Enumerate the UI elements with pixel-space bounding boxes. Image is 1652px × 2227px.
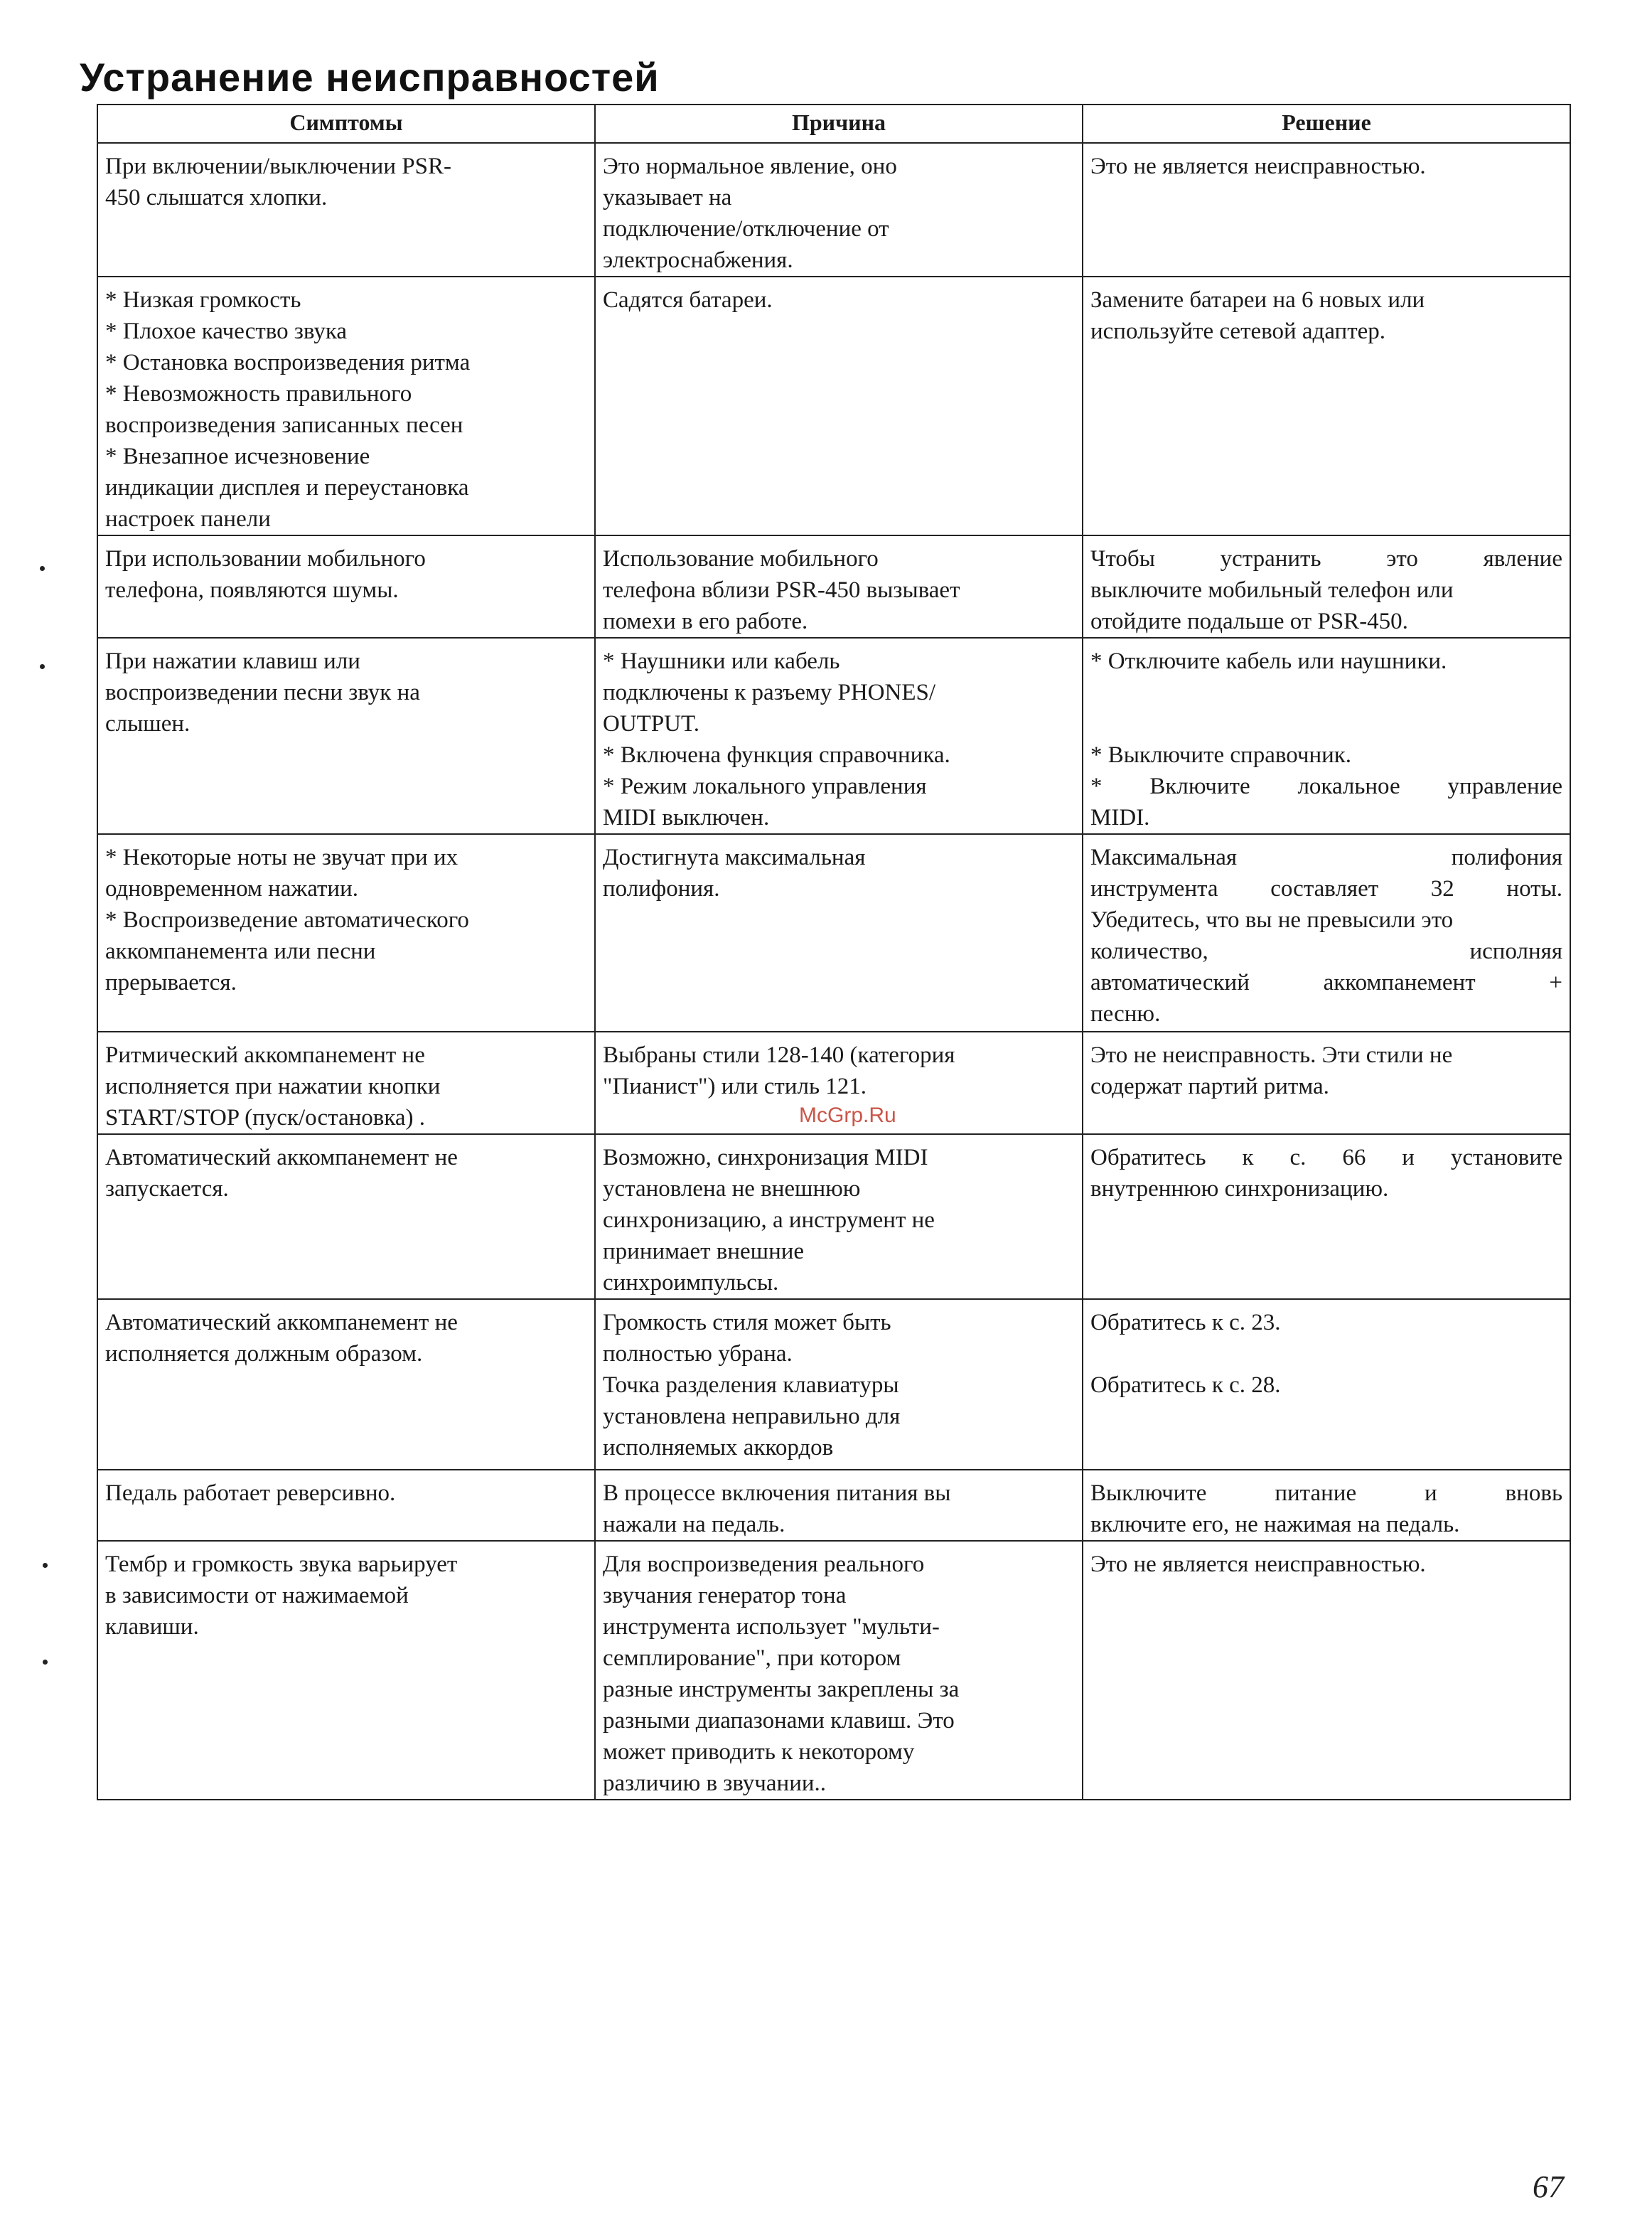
page-number: 67 — [1533, 2169, 1564, 2204]
table-row — [97, 1299, 1570, 1470]
cell-spacer — [1090, 708, 1562, 739]
symptom-cell — [97, 1032, 595, 1134]
cell-text-line: включите его, не нажимая на педаль. — [1090, 1512, 1460, 1537]
cell-text-line: разными диапазонами клавиш. Это — [603, 1708, 955, 1734]
cell-text-line: Убедитесь, что вы не превысили это — [1090, 907, 1454, 933]
cell-text-line: MIDI. — [1090, 805, 1150, 831]
cell-spacer — [1090, 1338, 1562, 1369]
cause-cell — [595, 1541, 1083, 1800]
table-row — [97, 277, 1570, 535]
table-header-row — [97, 105, 1570, 143]
cell-text-line: звучания генератор тона — [603, 1583, 847, 1608]
solution-cell — [1083, 1134, 1570, 1299]
cell-text-line: * Воспроизведение автоматического — [105, 907, 469, 933]
table-row — [97, 638, 1570, 834]
solution-cell — [1083, 834, 1570, 1032]
cell-text-line: Обратитесь к с. 23. — [1090, 1310, 1281, 1335]
cause-cell — [595, 1470, 1083, 1541]
cell-text-line: OUTPUT. — [603, 711, 699, 737]
cell-text-line: настроек панели — [105, 506, 271, 532]
symptom-cell — [97, 277, 595, 535]
cell-text-line: При нажатии клавиш или — [105, 648, 360, 674]
cell-text-line: * Отключите кабель или наушники. — [1090, 648, 1447, 674]
cause-cell — [595, 277, 1083, 535]
cell-text-line: Возможно, синхронизация MIDI — [603, 1145, 928, 1170]
cell-text-line: 450 слышатся хлопки. — [105, 185, 328, 210]
solution-cell — [1083, 277, 1570, 535]
cell-text-line: Для воспроизведения реального — [603, 1552, 925, 1577]
cause-cell — [595, 1134, 1083, 1299]
cell-text-line: в зависимости от нажимаемой — [105, 1583, 409, 1608]
cell-text-line: Выбраны стили 128-140 (категория — [603, 1042, 955, 1068]
cause-cell — [595, 1299, 1083, 1470]
cell-text-line: Достигнута максимальная — [603, 845, 866, 870]
cell-text-line: Автоматический аккомпанемент не — [105, 1310, 458, 1335]
column-header-symptoms: Симптомы — [97, 105, 595, 143]
table-row — [97, 143, 1570, 277]
cell-text-line: полифония. — [603, 876, 720, 902]
cell-text-line: нажали на педаль. — [603, 1512, 785, 1537]
column-header-solution: Решение — [1083, 105, 1570, 143]
symptom-cell — [97, 1541, 595, 1800]
cell-text-line: инструмента составляет 32 ноты. — [1090, 876, 1562, 902]
cell-text-line: отойдите подальше от PSR-450. — [1090, 609, 1408, 634]
cell-text-line: Это не неисправность. Эти стили не — [1090, 1042, 1453, 1068]
cell-text-line: * Включите локальное управление — [1090, 774, 1562, 799]
cell-text-line: * Включена функция справочника. — [603, 742, 950, 768]
cell-text-line: * Невозможность правильного — [105, 381, 412, 407]
symptom-cell — [97, 535, 595, 638]
solution-cell — [1083, 1032, 1570, 1134]
cell-text-line: * Плохое качество звука — [105, 319, 348, 344]
cell-text-line: принимает внешние — [603, 1239, 805, 1264]
cell-text-line: * Наушники или кабель — [603, 648, 840, 674]
table-row — [97, 1470, 1570, 1541]
cell-text-line: полностью убрана. — [603, 1341, 793, 1367]
solution-cell — [1083, 143, 1570, 277]
cell-text-line: * Выключите справочник. — [1090, 742, 1352, 768]
cell-text-line: песню. — [1090, 1001, 1161, 1027]
solution-cell — [1083, 1470, 1570, 1541]
cell-text-line: исполняемых аккордов — [603, 1435, 834, 1460]
troubleshooting-table — [97, 104, 1571, 1800]
cell-text-line: Точка разделения клавиатуры — [603, 1372, 899, 1398]
cell-text-line: прерывается. — [105, 970, 237, 995]
cell-text-line: Использование мобильного — [603, 546, 879, 572]
symptom-cell — [97, 1470, 595, 1541]
cell-text-line: Садятся батареи. — [603, 287, 773, 313]
cell-text-line: В процессе включения питания вы — [603, 1480, 951, 1506]
table-row — [97, 1541, 1570, 1800]
cell-text-line: содержат партий ритма. — [1090, 1074, 1329, 1099]
cell-text-line: телефона, появляются шумы. — [105, 577, 399, 603]
cell-text-line: Обратитесь к с. 66 и установите — [1090, 1145, 1562, 1170]
cell-text-line: При включении/выключении PSR- — [105, 154, 451, 179]
cell-text-line: Автоматический аккомпанемент не — [105, 1145, 458, 1170]
cell-text-line: выключите мобильный телефон или — [1090, 577, 1454, 603]
cell-text-line: подключены к разъему PHONES/ — [603, 680, 935, 705]
solution-cell — [1083, 1541, 1570, 1800]
cell-text-line: Это нормальное явление, оно — [603, 154, 897, 179]
table-row — [97, 535, 1570, 638]
cell-text-line: запускается. — [105, 1176, 229, 1202]
cell-text-line: Педаль работает реверсивно. — [105, 1480, 396, 1506]
cell-text-line: количество, исполняя — [1090, 939, 1562, 964]
cell-text-line: Тембр и громкость звука варьирует — [105, 1552, 458, 1577]
cell-text-line: * Режим локального управления — [603, 774, 927, 799]
cell-text-line: MIDI выключен. — [603, 805, 770, 831]
cause-cell — [595, 638, 1083, 834]
cell-text-line: аккомпанемента или песни — [105, 939, 376, 964]
cell-text-line: указывает на — [603, 185, 732, 210]
cell-text-line: воспроизведения записанных песен — [105, 412, 463, 438]
cell-text-line: электроснабжения. — [603, 247, 793, 273]
cell-text-line: исполняется при нажатии кнопки — [105, 1074, 441, 1099]
cell-text-line: слышен. — [105, 711, 191, 737]
cause-cell — [595, 143, 1083, 277]
margin-mark — [40, 566, 45, 571]
cause-cell — [595, 535, 1083, 638]
cell-text-line: используйте сетевой адаптер. — [1090, 319, 1386, 344]
cell-text-line: может приводить к некоторому — [603, 1739, 915, 1765]
watermark-text: McGrp.Ru — [799, 1104, 896, 1127]
cell-text-line: автоматический аккомпанемент + — [1090, 970, 1562, 995]
symptom-cell — [97, 834, 595, 1032]
cell-text-line: различию в звучании.. — [603, 1771, 827, 1796]
cell-text-line: Ритмический аккомпанемент не — [105, 1042, 425, 1068]
margin-mark — [43, 1563, 48, 1568]
cell-text-line: внутреннюю синхронизацию. — [1090, 1176, 1389, 1202]
cell-text-line: исполняется должным образом. — [105, 1341, 423, 1367]
cell-text-line: Чтобы устранить это явление — [1090, 546, 1562, 572]
solution-cell — [1083, 1299, 1570, 1470]
cell-text-line: Максимальная полифония — [1090, 845, 1562, 870]
cell-text-line: клавиши. — [105, 1614, 199, 1640]
cell-text-line: установлена не внешнюю — [603, 1176, 861, 1202]
cell-text-line: Обратитесь к с. 28. — [1090, 1372, 1281, 1398]
solution-cell — [1083, 638, 1570, 834]
cell-spacer — [1090, 677, 1562, 708]
cell-text-line: Это не является неисправностью. — [1090, 154, 1426, 179]
cell-text-line: разные инструменты закреплены за — [603, 1677, 960, 1702]
page-title: Устранение неисправностей — [80, 55, 660, 100]
symptom-cell — [97, 1134, 595, 1299]
cell-text-line: * Некоторые ноты не звучат при их — [105, 845, 458, 870]
cell-text-line: Замените батареи на 6 новых или — [1090, 287, 1425, 313]
cell-text-line: "Пианист") или стиль 121. — [603, 1074, 867, 1099]
cell-text-line: подключение/отключение от — [603, 216, 889, 242]
cell-text-line: * Низкая громкость — [105, 287, 301, 313]
cell-text-line: При использовании мобильного — [105, 546, 426, 572]
cell-text-line: одновременном нажатии. — [105, 876, 358, 902]
cell-text-line: Это не является неисправностью. — [1090, 1552, 1426, 1577]
cause-cell — [595, 834, 1083, 1032]
cell-text-line: синхронизацию, а инструмент не — [603, 1207, 935, 1233]
cell-text-line: * Внезапное исчезновение — [105, 444, 370, 469]
cell-text-line: START/STOP (пуск/остановка) . — [105, 1105, 426, 1131]
cell-text-line: телефона вблизи PSR-450 вызывает — [603, 577, 960, 603]
table-body — [97, 143, 1570, 1800]
cell-text-line: установлена неправильно для — [603, 1404, 901, 1429]
cell-text-line: воспроизведении песни звук на — [105, 680, 420, 705]
cell-text-line: синхроимпульсы. — [603, 1270, 779, 1296]
column-header-cause: Причина — [595, 105, 1083, 143]
cell-text-line: Выключите питание и вновь — [1090, 1480, 1562, 1506]
cell-text-line: семплирование", при котором — [603, 1645, 901, 1671]
symptom-cell — [97, 1299, 595, 1470]
table-row — [97, 834, 1570, 1032]
cell-text-line: индикации дисплея и переустановка — [105, 475, 469, 501]
cell-text-line: помехи в его работе. — [603, 609, 808, 634]
solution-cell — [1083, 535, 1570, 638]
cell-text-line: * Остановка воспроизведения ритма — [105, 350, 471, 375]
cell-text-line: инструмента использует "мульти- — [603, 1614, 940, 1640]
margin-mark — [40, 664, 45, 669]
table-row — [97, 1134, 1570, 1299]
symptom-cell — [97, 143, 595, 277]
cell-text-line: Громкость стиля может быть — [603, 1310, 891, 1335]
margin-mark — [43, 1660, 48, 1665]
symptom-cell — [97, 638, 595, 834]
